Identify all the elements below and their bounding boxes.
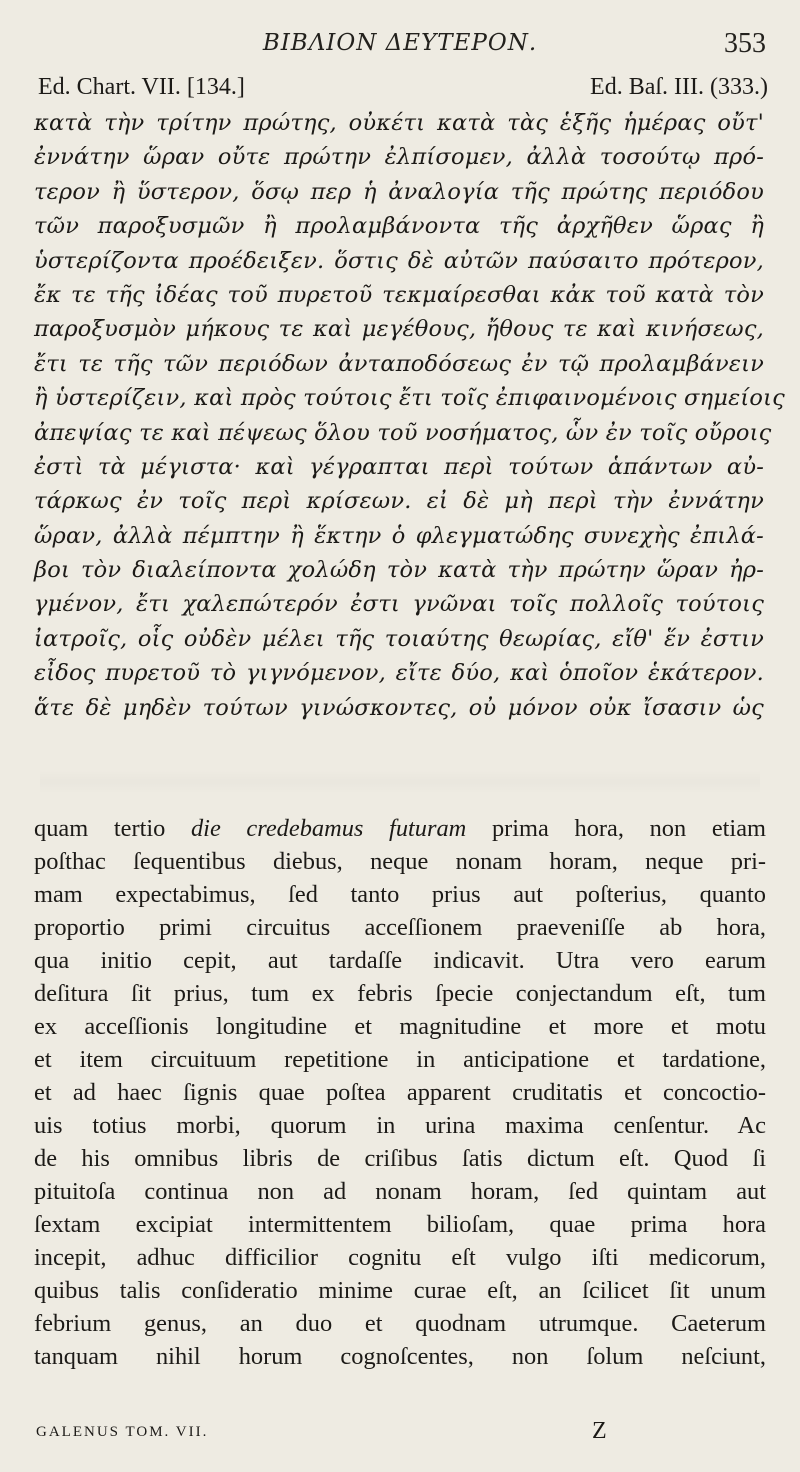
latin-line: deſitura ſit prius, tum ex febris ſpecie conjectandum eſt, tum (34, 980, 766, 1007)
greek-text-block (34, 106, 785, 725)
greek-line: κατὰ τὴν τρίτην πρώτης, οὐκέτι κατὰ τὰς ἑξῆς ἡμέρας οὔτ' (34, 110, 764, 136)
greek-line: τῶν παροξυσμῶν ἢ προλαμβάνοντα τῆς ἀρχῆθεν ὥρας ἢ (34, 213, 764, 240)
latin-line: quibus talis conſideratio minime curae eſt, an ſcilicet ſit unum (34, 1277, 766, 1304)
greek-line: ἀπεψίας τε καὶ πέψεως ὅλου τοῦ νοσήματος, ὧν ἐν τοῖς οὔροις (34, 419, 772, 446)
latin-line: poſthac ſequentibus diebus, neque nonam horam, neque pri- (34, 848, 766, 875)
latin-line (34, 812, 766, 845)
latin-line: mam expectabimus, ſed tanto prius aut poſterius, quanto (34, 881, 766, 908)
latin-line: proportio primi circuitus acceſſionem praeveniſſe ab hora, (34, 914, 766, 941)
greek-line: βοι τὸν διαλείποντα χολώδη τὸν κατὰ τὴν πρώτην ὥραν ἠρ- (34, 557, 764, 584)
latin-italic-phrase: die credebamus futuram (190, 815, 467, 842)
greek-line: εἶδος πυρετοῦ τὸ γιγνόμενον, εἴτε δύο, καὶ ὁποῖον ἑκάτερον. (34, 660, 764, 687)
latin-line-end: prima hora, non etiam (466, 815, 767, 842)
latin-line: ſextam excipiat intermittentem bilioſam, quae prima hora (34, 1211, 766, 1238)
greek-line: τάρκως ἐν τοῖς περὶ κρίσεων. εἰ δὲ μὴ περὶ τὴν ἐννάτην (34, 488, 764, 515)
edition-basel: Ed. Baſ. III. (333.) (590, 74, 768, 100)
running-title: ΒΙΒΛΙΟΝ ΔΕΥΤΕΡΟΝ. (262, 30, 538, 56)
latin-line: febrium genus, an duo et quodnam utrumque. Caeterum (34, 1310, 766, 1337)
latin-line: uis totius morbi, quorum in urina maxima cenſentur. Ac (34, 1112, 766, 1139)
latin-line: ex acceſſionis longitudine et magnitudine et more et motu (34, 1013, 766, 1040)
gathering-signature-mark: Z (592, 1418, 607, 1444)
show-through-band (40, 770, 760, 794)
greek-line: γμένον, ἔτι χαλεπώτερόν ἐστι γνῶναι τοῖς πολλοῖς τούτοις (34, 591, 764, 618)
greek-line: ἔτι τε τῆς τῶν περιόδων ἀνταποδόσεως ἐν τῷ προλαμβάνειν (34, 350, 764, 377)
edition-reference-line (38, 74, 768, 104)
greek-line: ἢ ὑστερίζειν, καὶ πρὸς τούτοις ἔτι τοῖς ἐπιφαινομένοις σημείοις (34, 385, 785, 412)
greek-line: ἐννάτην ὥραν οὔτε πρώτην ἐλπίσομεν, ἀλλὰ τοσούτῳ πρό- (34, 144, 764, 171)
greek-line: τερον ἢ ὕστερον, ὅσῳ περ ἡ ἀναλογία τῆς πρώτης περιόδου (34, 178, 764, 205)
latin-line: pituitoſa continua non ad nonam horam, ſed quintam aut (34, 1178, 766, 1205)
greek-line: ὑστερίζοντα προέδειξεν. ὅστις δὲ αὐτῶν παύσαιτο πρότερον, (34, 247, 764, 274)
greek-line: παροξυσμὸν μήκους τε καὶ μεγέθους, ἤθους τε καὶ κινήσεως, (34, 316, 764, 343)
latin-line-start: quam tertio (34, 815, 191, 842)
latin-line: qua initio cepit, aut tardaſſe indicavit. Utra vero earum (34, 947, 766, 974)
latin-line: et item circuituum repetitione in anticipatione et tardatione, (34, 1046, 766, 1073)
printer-signature: GALENUS TOM. VII. (36, 1424, 209, 1440)
edition-chartier: Ed. Chart. VII. [134.] (38, 74, 245, 100)
greek-line: ἰατροῖς, οἷς οὐδὲν μέλει τῆς τοιαύτης θεωρίας, εἴθ' ἕν ἐστιν (34, 625, 764, 652)
latin-line: et ad haec ſignis quae poſtea apparent cruditatis et concoctio- (34, 1079, 766, 1106)
latin-line: incepit, adhuc difficilior cognitu eſt vulgo iſti medicorum, (34, 1244, 766, 1271)
greek-line: ὥραν, ἀλλὰ πέμπτην ἢ ἕκτην ὁ φλεγματώδης συνεχὴς ἐπιλά- (34, 522, 764, 549)
running-head (0, 28, 800, 64)
greek-line: ἔκ τε τῆς ἰδέας τοῦ πυρετοῦ τεκμαίρεσθαι κἀκ τοῦ κατὰ τὸν (34, 281, 764, 308)
page-footer (36, 1418, 764, 1448)
latin-line: tanquam nihil horum cognoſcentes, non ſolum neſciunt, (34, 1343, 766, 1370)
latin-text-block (34, 812, 766, 1373)
greek-line: ἅτε δὲ μηδὲν τούτων γινώσκοντες, οὐ μόνον οὐκ ἴσασιν ὡς (34, 694, 764, 721)
page-number: 353 (724, 28, 766, 59)
latin-line: de his omnibus libris de criſibus ſatis dictum eſt. Quod ſi (34, 1145, 766, 1172)
greek-line: ἐστὶ τὰ μέγιστα· καὶ γέγραπται περὶ τούτων ἁπάντων αὐ- (34, 453, 764, 480)
